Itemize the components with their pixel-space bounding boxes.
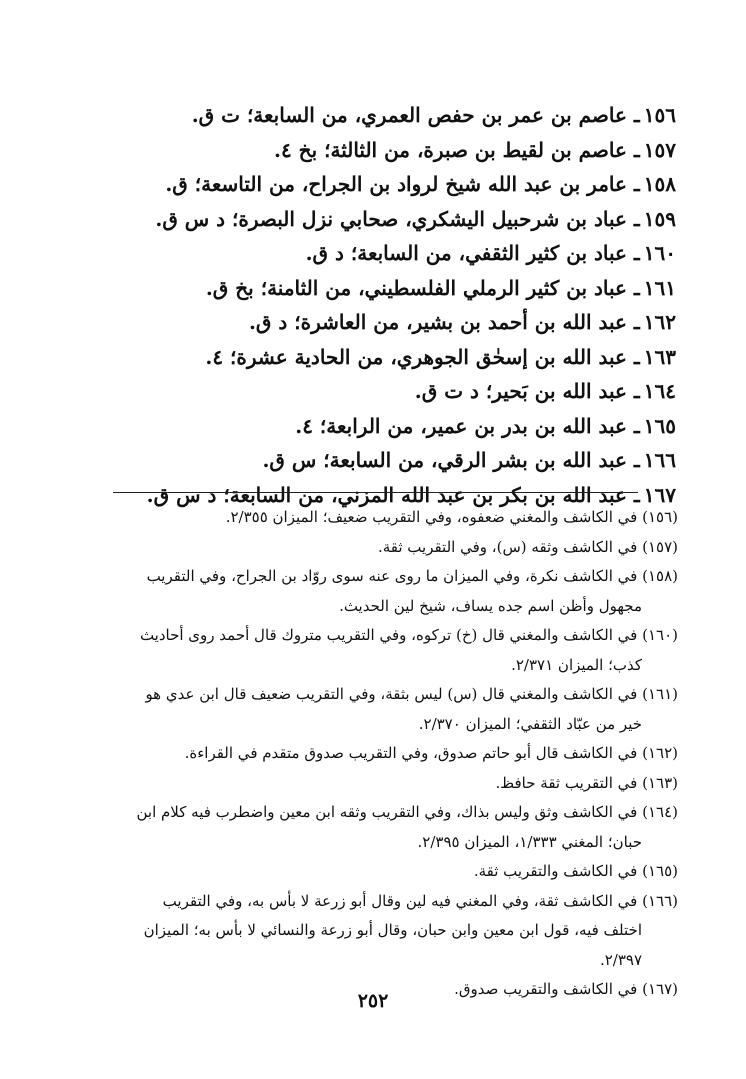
footnote-line: (١٦٣) في التقريب ثقة حافظ. [495, 773, 678, 792]
footnote-line: (١٦١) في الكاشف والمغني قال (س) ليس بثقة، وفي التقريب ضعيف قال ابن عدي هو [145, 685, 678, 703]
entry-text: ـ عبد الله بن بشر الرقي، من السابعة؛ س ق. [262, 448, 640, 472]
entry-number: ١٦١ [643, 275, 676, 300]
entry-line [76, 305, 676, 340]
entry-number: ١٥٨ [643, 172, 676, 196]
entry-number: ١٦٠ [643, 241, 676, 265]
footnote-continuation: خير من عبّاد الثقفي؛ الميزان ٢/٣٧٠. [418, 714, 642, 733]
entry-text: ـ عبد الله بن إسحٰق الجوهري، من الحادية عشرة؛ ٤. [205, 344, 640, 369]
entry-line [76, 167, 676, 202]
entry-line [76, 409, 676, 444]
footnote-line: (١٦٢) في الكاشف قال أبو حاتم صدوق، وفي التقريب صدوق متقدم في القراءة. [184, 744, 678, 762]
entry-text: ـ عاصم بن لقيط بن صبرة، من الثالثة؛ بخ ٤. [274, 137, 640, 162]
entry-number: ١٦٣ [643, 344, 676, 369]
entry-text: ـ عباد بن شرحبيل اليشكري، صحابي نزل البصرة؛ د س ق. [155, 206, 640, 231]
footnote-continuation: كذب؛ الميزان ٢/٣٧١. [511, 655, 642, 674]
footnote-line: (١٥٦) في الكاشف والمغني ضعفوه، وفي التقريب ضعيف؛ الميزان ٢/٣٥٥. [225, 508, 678, 526]
footnote-divider [113, 492, 638, 493]
entry-number: ١٦٧ [643, 482, 676, 507]
entry-text: ـ عباد بن كثير الثقفي، من السابعة؛ د ق. [305, 241, 640, 265]
entry-number: ١٥٩ [643, 206, 676, 231]
entry-line [76, 374, 676, 409]
entry-line [76, 340, 676, 375]
footnote-line: (١٦٤) في الكاشف وثق وليس بذاك، وفي التقريب وثقه ابن معين واضطرب فيه كلام ابن [136, 803, 678, 821]
entry-line [76, 271, 676, 306]
footnote-continuation: ٢/٣٩٧. [599, 950, 642, 969]
entry-line [76, 133, 676, 168]
entry-text: ـ عبد الله بن أحمد بن بشير، من العاشرة؛ د ق. [248, 310, 640, 334]
entry-number: ١٦٦ [643, 448, 676, 472]
entry-line [76, 98, 676, 133]
entry-number: ١٦٤ [643, 379, 676, 403]
entry-line [76, 202, 676, 237]
entry-line [76, 236, 676, 271]
footnote-line: (١٦٥) في الكاشف والتقريب ثقة. [473, 862, 678, 880]
entry-text: ـ عبد الله بن بكر بن عبد الله المزني، من السابعة؛ د س ق. [146, 482, 640, 507]
entries-list [76, 98, 676, 512]
footnote-continuation: مجهول وأظن اسم جده يساف، شيخ لين الحديث. [339, 596, 642, 615]
entry-number: ١٥٧ [643, 137, 676, 162]
entry-number: ١٦٥ [643, 413, 676, 438]
entry-line [76, 443, 676, 478]
footnotes-list [66, 503, 678, 1005]
entry-text: ـ عامر بن عبد الله شيخ لرواد بن الجراح، من التاسعة؛ ق. [165, 172, 640, 196]
entry-number: ١٦٢ [643, 310, 676, 334]
footnote-line: (١٦٦) في الكاشف ثقة، وفي المغني فيه لين وقال أبو زرعة لا بأس به، وفي التقريب [162, 891, 678, 910]
entry-text: ـ عبد الله بن بدر بن عمير، من الرابعة؛ ٤. [295, 413, 640, 438]
footnote-line: (١٦٠) في الكاشف والمغني قال (خ) تركوه، وفي التقريب متروك قال أحمد روى أحاديث [139, 626, 678, 644]
footnote-line: (١٥٨) في الكاشف نكرة، وفي الميزان ما روى عنه سوى روّاد بن الجراح، وفي التقريب [146, 567, 678, 585]
footnote-line: (١٦٧) في الكاشف والتقريب صدوق. [454, 980, 678, 998]
footnote-continuation: حبان؛ المغني ١/٣٣٣، الميزان ٢/٣٩٥. [417, 832, 642, 851]
entry-text: ـ عبد الله بن بَحير؛ د ت ق. [414, 379, 640, 403]
entry-text: ـ عاصم بن عمر بن حفص العمري، من السابعة؛ ت ق. [191, 103, 640, 127]
footnote-line: (١٥٧) في الكاشف وثقه (س)، وفي التقريب ثقة. [377, 537, 678, 556]
page-number: ٢٥٢ [357, 990, 389, 1012]
entry-number: ١٥٦ [643, 103, 676, 127]
entry-text: ـ عباد بن كثير الرملي الفلسطيني، من الثامنة؛ بخ ق. [205, 275, 640, 300]
footnote-continuation: اختلف فيه، قول ابن معين وابن حبان، وقال أبو زرعة والنسائي لا بأس به؛ الميزان [143, 921, 642, 939]
